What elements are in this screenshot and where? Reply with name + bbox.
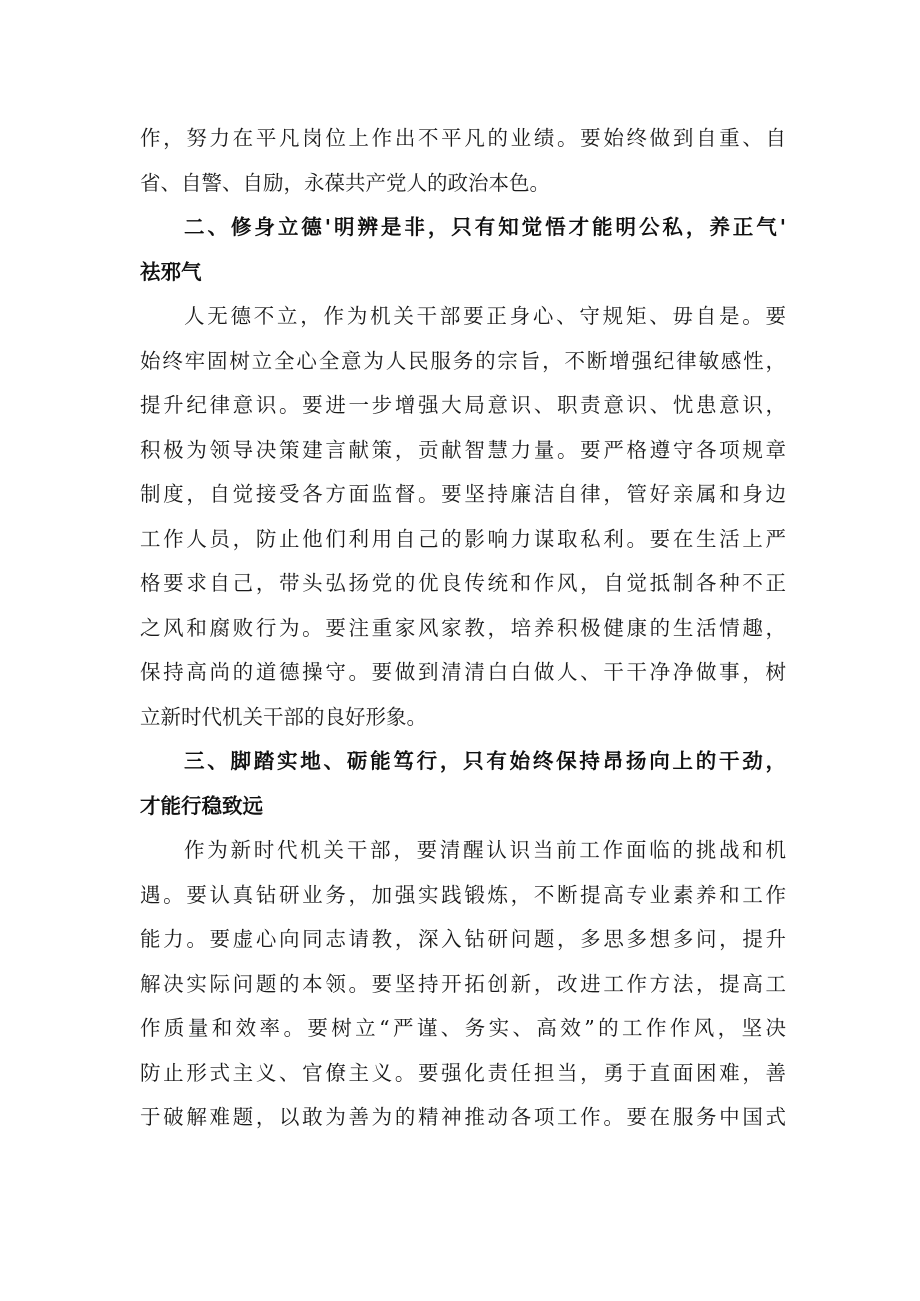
text-line: 制度，自觉接受各方面监督。要坚持廉洁自律，管好亲属和身边 [140, 482, 786, 506]
text-line: 保持高尚的道德操守。要做到清清白白做人、干干净净做事，树 [140, 660, 786, 684]
text-line: 能力。要虚心向同志请教，深入钻研问题，多思多想多问，提升 [140, 927, 786, 951]
section-two-body [140, 294, 786, 739]
text-line: 省、自警、自励，永葆共产党人的政治本色。 [140, 170, 550, 195]
text-line: 始终牢固树立全心全意为人民服务的宗旨，不断增强纪律敏感性， [140, 348, 786, 373]
section-three-body [140, 828, 786, 1140]
document-page [140, 116, 786, 1140]
section-three-heading [140, 739, 786, 828]
text-line: 作为新时代机关干部，要清醒认识当前工作面临的挑战和机 [184, 838, 786, 862]
heading-line: 三、脚踏实地、砺能笃行，只有始终保持昂扬向上的干劲， [184, 749, 786, 773]
intro-paragraph [140, 116, 786, 205]
text-line: 立新时代机关干部的良好形象。 [140, 704, 427, 729]
text-line: 积极为领导决策建言献策，贡献智慧力量。要严格遵守各项规章 [140, 437, 786, 462]
text-line: 解决实际问题的本领。要坚持开拓创新，改进工作方法，提高工 [140, 971, 786, 996]
text-line: 遇。要认真钻研业务，加强实践锻炼，不断提高专业素养和工作 [140, 882, 786, 907]
text-line: 防止形式主义、官僚主义。要强化责任担当，勇于直面困难，善 [140, 1060, 786, 1085]
heading-line: 二、修身立德'明辨是非，只有知觉悟才能明公私，养正气' [184, 215, 786, 239]
text-line: 提升纪律意识。要进一步增强大局意识、职责意识、忧患意识， [140, 393, 786, 417]
text-line: 作质量和效率。要树立“严谨、务实、高效”的工作作风，坚决 [140, 1016, 786, 1040]
text-line: 格要求自己，带头弘扬党的优良传统和作风，自觉抵制各种不正 [140, 571, 786, 595]
text-line: 人无德不立，作为机关干部要正身心、守规矩、毋自是。要 [184, 304, 786, 328]
section-two-heading [140, 205, 786, 294]
heading-line: 才能行稳致远 [140, 793, 263, 818]
text-line: 作，努力在平凡岗位上作出不平凡的业绩。要始终做到自重、自 [140, 126, 786, 150]
heading-line: 祛邪气 [140, 259, 202, 284]
text-line: 工作人员，防止他们利用自己的影响力谋取私利。要在生活上严 [140, 526, 786, 551]
text-line: 于破解难题，以敢为善为的精神推动各项工作。要在服务中国式 [140, 1105, 786, 1129]
text-line: 之风和腐败行为。要注重家风家教，培养积极健康的生活情趣， [140, 615, 786, 640]
